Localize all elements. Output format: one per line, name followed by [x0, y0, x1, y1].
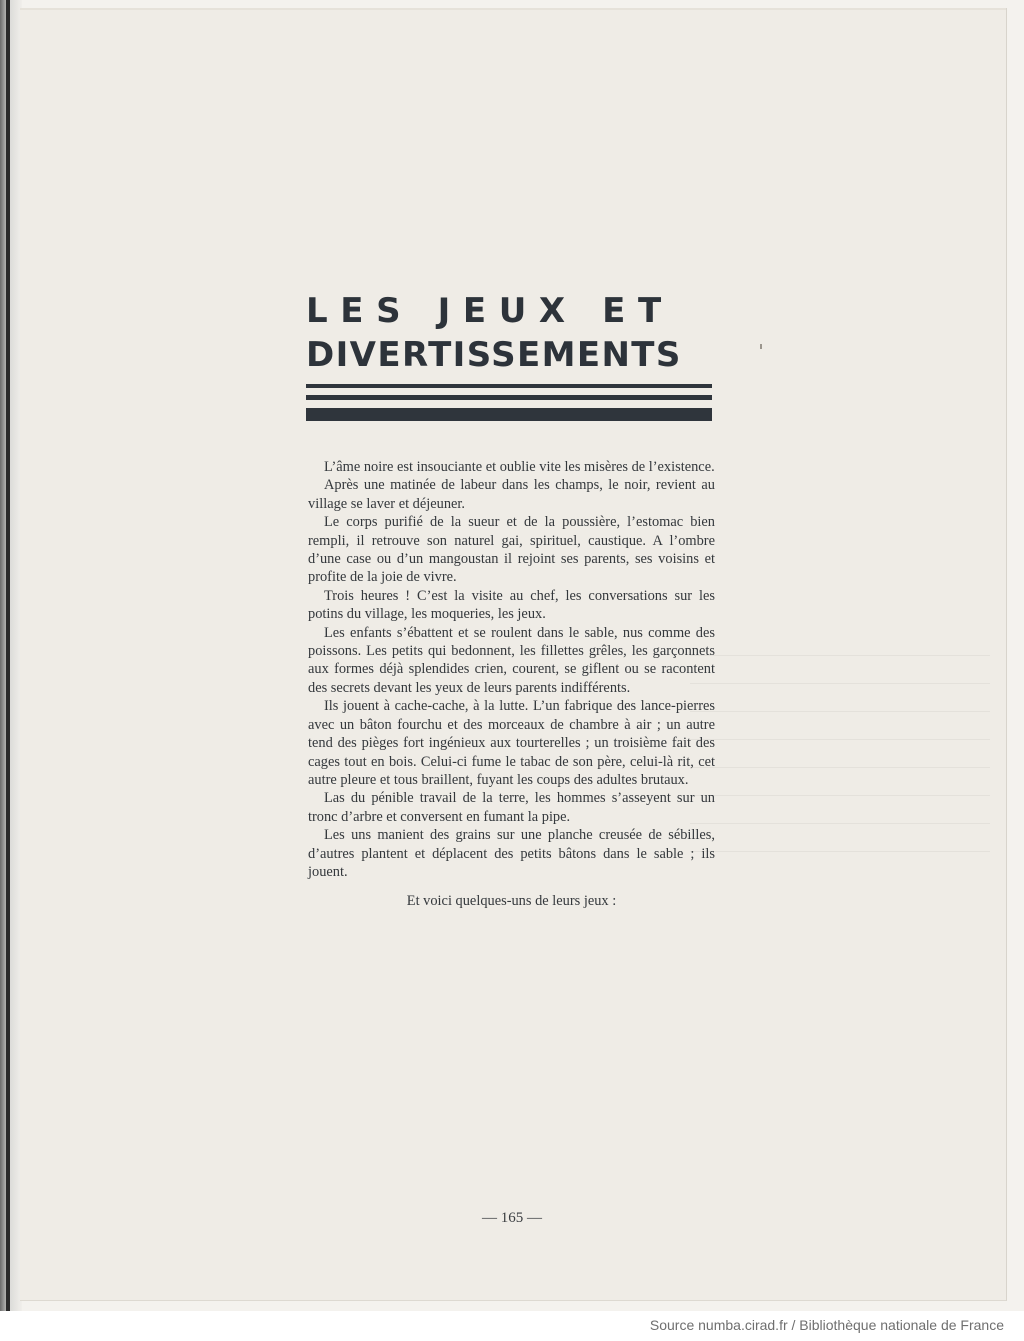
chapter-title-line-2: DIVERTISSEMENTS — [306, 335, 682, 375]
page-number: — 165 — — [482, 1210, 542, 1226]
paragraph: Ils jouent à cache-cache, à la lutte. L’un fabrique des lance-pierres avec un bâton fourchu et des morceaux de chambre à air ; un autre tend des pièges fort ingénieux aux tourterelles ; un troisième fait des cages tout en bois. Celui-ci fume le tabac de son père, celui-là rit, cet autre pleure et tous braillent, fuyant les coups des adultes brutaux. — [308, 698, 715, 788]
paragraph: Les enfants s’ébattent et se roulent dans le sable, nus comme des poissons. Les petits qui bedonnent, les fillettes grêles, les garçonnets aux formes déjà splendides crien, courent, se giflent ou se racontent des secrets devant les yeux de leurs parents indifférents. — [308, 624, 715, 696]
paragraph: Le corps purifié de la sueur et de la poussière, l’estomac bien rempli, il retrouve son naturel gai, spirituel, caustique. A l’ombre d’une case ou d’un mangoustan il rejoint ses parents, ses voisins et profite de la joie de vivre. — [308, 514, 715, 586]
paragraph: Trois heures ! C’est la visite au chef, les conversations sur les potins du village, les moqueries, les jeux. — [308, 587, 715, 623]
binding-shadow — [6, 0, 10, 1311]
title-rule-medium — [306, 395, 712, 400]
body-text — [308, 458, 715, 911]
closing-line: Et voici quelques-uns de leurs jeux : — [406, 893, 617, 910]
chapter-title-line-1: LES JEUX ET — [306, 291, 674, 331]
book-binding-edge — [0, 0, 22, 1311]
title-rule-thick — [306, 408, 712, 421]
paragraph: Après une matinée de labeur dans les champs, le noir, revient au village se laver et déjeuner. — [308, 477, 715, 512]
margin-mark — [760, 344, 762, 349]
paragraph: Les uns manient des grains sur une planche creusée de sébilles, d’autres plantent et déplacent des petits bâtons dans le sable ; ils jouent. — [308, 827, 715, 880]
title-rule-thin — [306, 384, 712, 388]
paragraph: L’âme noire est insouciante et oublie vite les misères de l’existence. — [324, 459, 715, 475]
chapter-title — [306, 289, 714, 377]
paragraph: Las du pénible travail de la terre, les hommes s’asseyent sur un tronc d’arbre et conversent en fumant la pipe. — [308, 790, 715, 825]
source-credit: Source numba.cirad.fr / Bibliothèque nationale de France — [649, 1317, 1004, 1333]
